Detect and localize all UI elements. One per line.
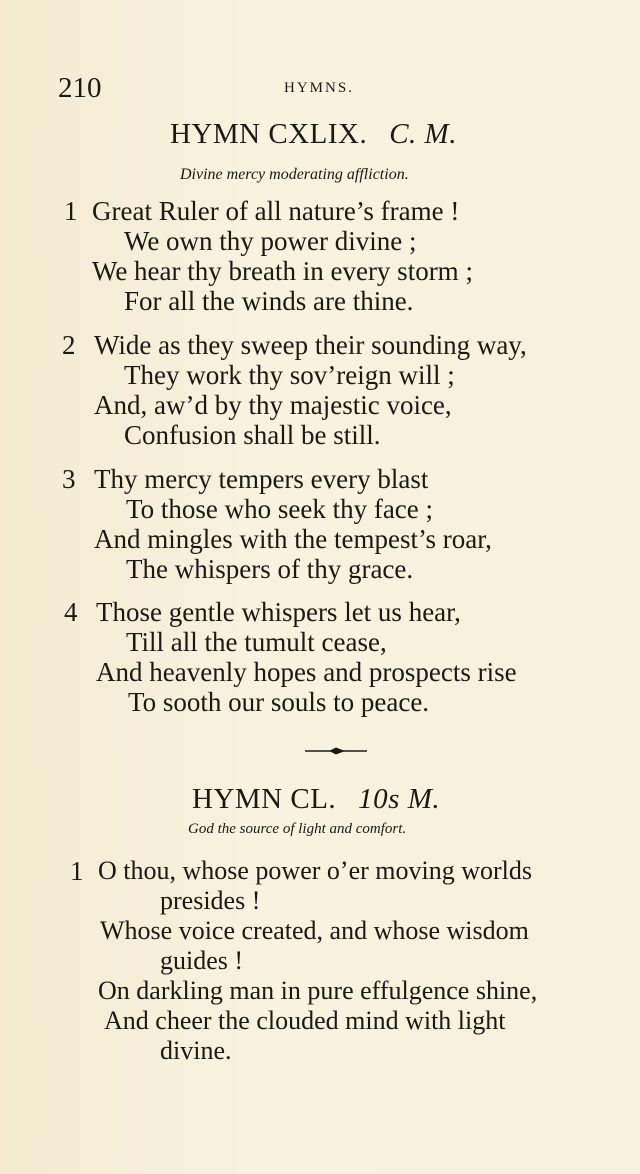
verse-line: And heavenly hopes and prospects rise [96, 657, 517, 687]
hymn-meter: C. M. [389, 118, 457, 150]
verse-line: presides ! [160, 886, 261, 915]
hymn-title [192, 783, 440, 816]
hymn-meter: 10s M. [358, 783, 441, 815]
verse-line: Till all the tumult cease, [126, 627, 387, 657]
verse-line: And mingles with the tempest’s roar, [94, 524, 492, 554]
verse-number: 4 [64, 597, 78, 627]
hymn-subtitle: Divine mercy moderating affliction. [180, 166, 409, 183]
section-divider-ornament [305, 746, 367, 756]
verse-line: divine. [160, 1036, 232, 1065]
running-title: HYMNS. [284, 80, 354, 96]
verse-line: They work thy sov’reign will ; [124, 360, 455, 390]
verse-line: The whispers of thy grace. [126, 554, 414, 584]
verse-line: To sooth our souls to peace. [128, 687, 430, 717]
page-number: 210 [58, 72, 102, 104]
verse-line: Those gentle whispers let us hear, [96, 597, 461, 627]
verse-line: guides ! [160, 946, 244, 975]
verse-line: Great Ruler of all nature’s frame ! [92, 196, 460, 226]
verse-line: Whose voice created, and whose wisdom [100, 916, 529, 945]
verse-number: 3 [62, 464, 76, 494]
verse-line: We hear thy breath in every storm ; [92, 256, 473, 286]
verse-line: And cheer the clouded mind with light [104, 1006, 506, 1035]
verse-line: To those who seek thy face ; [126, 494, 434, 524]
verse-line: On darkling man in pure effulgence shine, [98, 976, 538, 1005]
verse-line: And, aw’d by thy majestic voice, [94, 390, 452, 420]
verse-number: 1 [64, 196, 78, 226]
verse-line: We own thy power divine ; [124, 226, 417, 256]
verse-line: O thou, whose power o’er moving worlds [98, 856, 532, 885]
verse-number: 2 [62, 330, 76, 360]
hymn-number: HYMN CXLIX. [170, 118, 368, 150]
hymn-subtitle: God the source of light and comfort. [188, 821, 407, 837]
running-head [58, 72, 378, 102]
verse-number: 1 [70, 856, 84, 886]
verse-line: For all the winds are thine. [124, 286, 414, 316]
verse-line: Wide as they sweep their sounding way, [94, 330, 527, 360]
hymn-title [170, 118, 457, 151]
verse-line: Confusion shall be still. [124, 420, 381, 450]
hymn-number: HYMN CL. [192, 783, 337, 815]
verse-line: Thy mercy tempers every blast [94, 464, 429, 494]
